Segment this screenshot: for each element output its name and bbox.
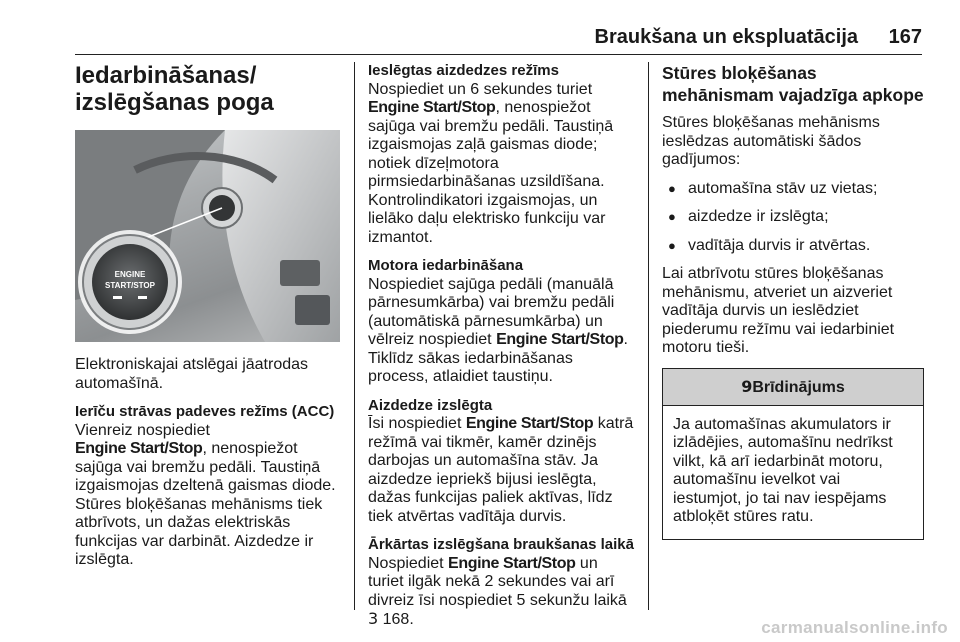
warning-header — [663, 369, 923, 406]
acc-text: Vienreiz nospiediet Engine Start/Stop, nenospiežot sajūga vai bremžu pedāli. Taustiņā izgaismojas dzeltenā gaismas diode. Stūres bloķēšanas mehānisms tiek atbrīvots, un dažas elektriskās funkcijas var darbināt. Aizdedze ir izslēgta. — [75, 421, 336, 568]
off-text: Īsi nospiediet Engine Start/Stop katrā režīmā vai tikmēr, kamēr dzinējs darbojas un automašīna stāv. Ja aizdedze iepriekš bijusi ieslēgta, dažas funkcijas paliek aktīvas, līdz tiek atvērtas vadītāja durvis. — [368, 415, 634, 525]
steering-release-text: Lai atbrīvotu stūres bloķēšanas mehānismu, atveriet un aizveriet vadītāja durvis un ieslēdziet piederumu režīmu vai iedarbiniet motoru tieši. — [662, 265, 895, 356]
chapter-title: Braukšana un ekspluatācija — [594, 26, 858, 48]
ignition-heading: Ieslēgtas aizdedzes režīms — [368, 62, 559, 79]
off-heading: Aizdedze izslēgta — [368, 396, 493, 414]
dashboard-illustration — [75, 130, 340, 342]
ignition-text: Nospiediet un 6 sekundes turiet Engine Start/Stop, nenospiežot sajūga vai bremžu pedāli. Taustiņā izgaismojas zaļā gaismas diode; notiek dīzeļmotora pirmsiedarbināšanas uzsildīšana. Kontrolindikatori izgaismojas, un lielāko daļu elektrisko funkciju var izmantot. — [368, 80, 614, 246]
intro-text: Elektroniskajai atslēgai jāatrodas automašīnā. — [75, 356, 309, 392]
emergency-text: Nospiediet Engine Start/Stop un turiet ilgāk nekā 2 sekundes vai arī divreiz īsi nospiediet 5 sekunžu laikā 3 168. — [368, 554, 627, 628]
engine-start-stop-photo — [75, 130, 340, 342]
steering-lock-title: Stūres bloķēšanas mehānismam vajadzīga apkope — [662, 63, 924, 105]
warning-triangle-icon: 9 — [741, 376, 753, 396]
warning-box — [662, 368, 924, 540]
start-heading: Motora iedarbināšana — [368, 257, 524, 274]
list-item: ● automašīna stāv uz vietas; — [662, 180, 924, 199]
column-divider-1 — [354, 62, 355, 610]
section-title: Iedarbināšanas/ izslēgšanas poga — [75, 62, 274, 116]
column-right — [662, 62, 924, 540]
page-header — [75, 20, 922, 55]
acc-heading: Ierīču strāvas padeves režīms (ACC) — [75, 403, 335, 420]
warning-text: Ja automašīnas akumulators ir izlādējies, automašīnu nedrīkst vilkt, kā arī iedarbināt motoru, automašīnu ievelkot vai iestumjot, jo tai nav iespējams atbloķēt stūres ratu. — [673, 415, 893, 525]
start-text: Nospiediet sajūga pedāli (manuālā pārnesumkārba) vai bremžu pedāli (automātiskā pārnesumkārba) un vēlreiz nospiediet Engine Start/Stop. Tiklīdz sākas iedarbināšanas process, atlaidiet taustiņu. — [368, 275, 628, 385]
watermark: carmanualsonline.info — [761, 618, 948, 637]
image-button-line2: START/STOP — [105, 281, 155, 290]
column-left — [75, 62, 340, 580]
steering-intro: Stūres bloķēšanas mehānisms ieslēdzas automātiski šādos gadījumos: — [662, 114, 880, 168]
steering-conditions-list — [662, 180, 924, 256]
column-middle — [368, 62, 636, 640]
warning-title: Brīdinājums — [752, 378, 845, 396]
list-item: ● vadītāja durvis ir atvērtas. — [662, 237, 924, 256]
emergency-heading: Ārkārtas izslēgšana braukšanas laikā — [368, 536, 634, 553]
page-number: 167 — [888, 26, 922, 48]
list-item: ● aizdedze ir izslēgta; — [662, 208, 924, 227]
page-ref-icon: 3 — [368, 609, 379, 628]
column-divider-2 — [648, 62, 649, 610]
image-button-line1: ENGINE — [114, 270, 146, 279]
